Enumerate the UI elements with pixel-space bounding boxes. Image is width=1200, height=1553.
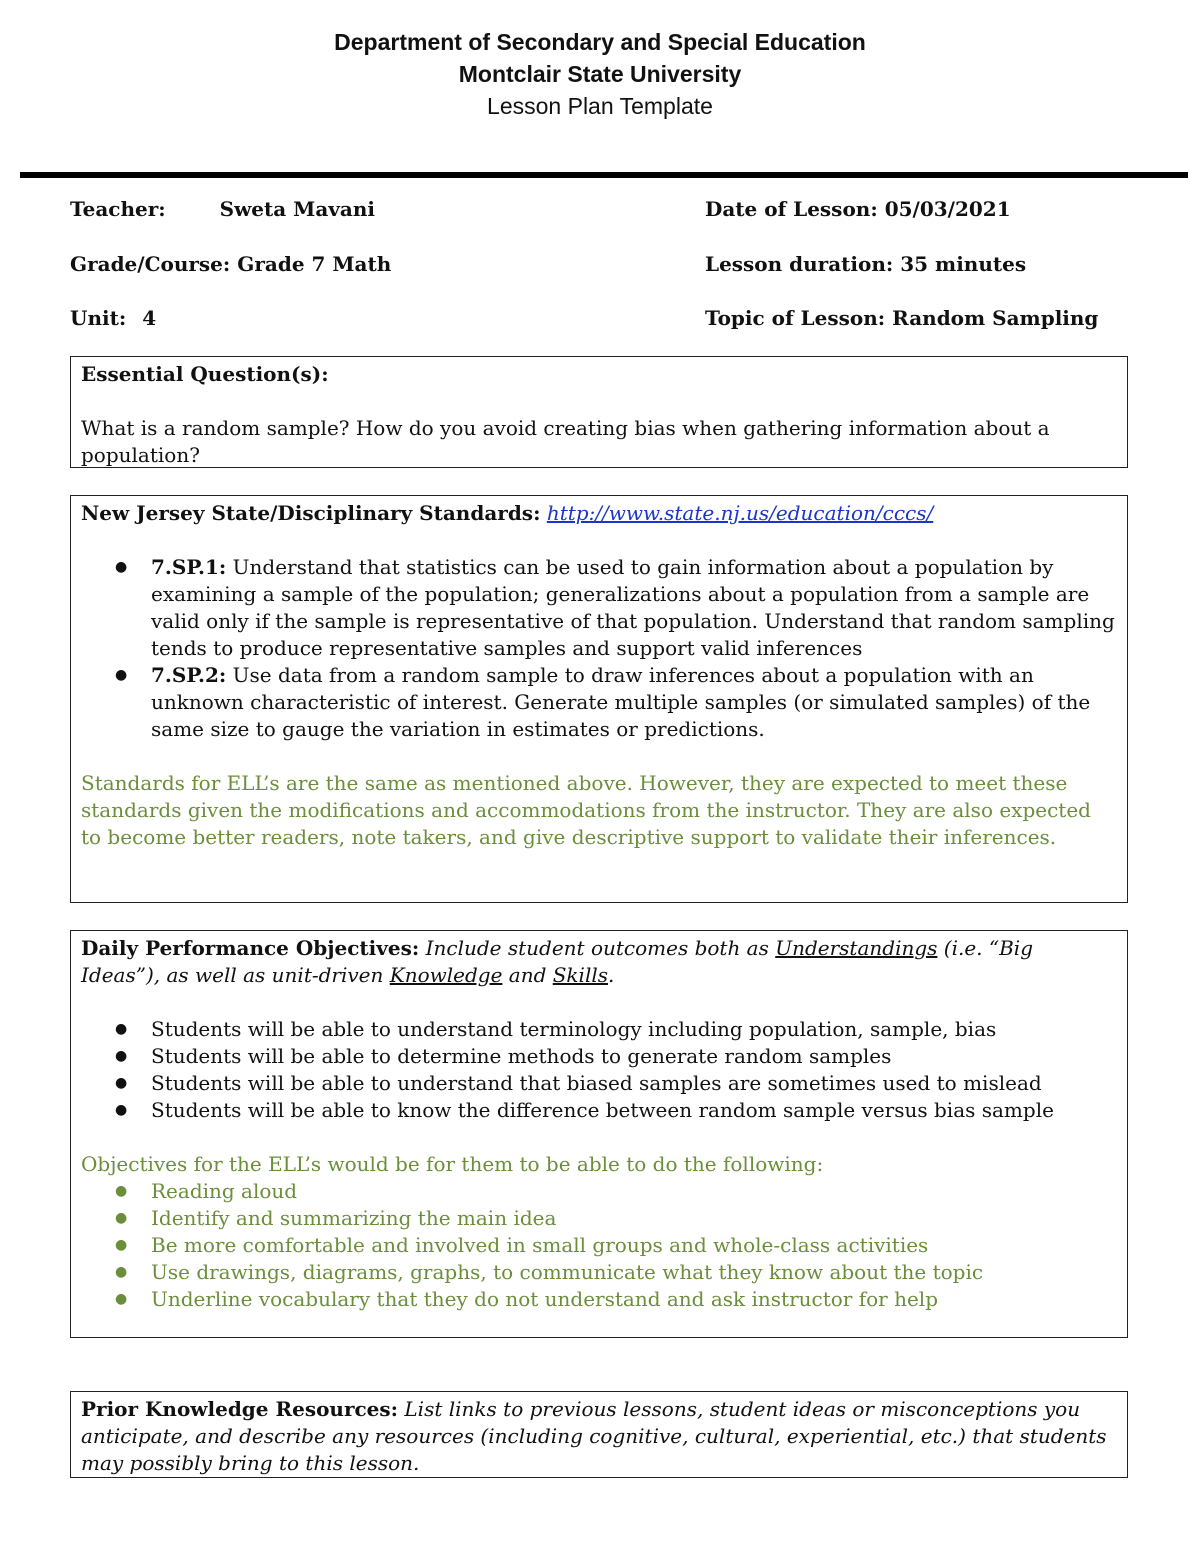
standards-label: New Jersey State/Disciplinary Standards: (81, 501, 541, 525)
objective-item: ● Students will be able to understand that biased samples are sometimes used to mislead (81, 1070, 1117, 1097)
essential-question-box (70, 356, 1128, 468)
objectives-intro-text: (i.e. “Big Ideas”), as well as unit-driven (81, 936, 1034, 987)
ell-objectives-intro: Objectives for the ELL’s would be for them to be able to do the following: (81, 1152, 824, 1176)
standard-item (81, 662, 1117, 743)
grade-label: Grade/Course: (70, 252, 231, 276)
date-value: 05/03/2021 (884, 197, 1011, 221)
unit-label: Unit: (70, 306, 127, 330)
understandings-term: Understandings (775, 936, 938, 960)
teacher-label: Teacher: (70, 197, 166, 221)
duration-value: 35 minutes (900, 252, 1027, 276)
unit-line (70, 306, 156, 330)
standard-code: 7.SP.2: (151, 663, 227, 687)
essential-question-label: Essential Question(s): (81, 362, 329, 386)
objectives-intro (81, 935, 1117, 989)
date-line (705, 197, 1011, 221)
unit-value: 4 (142, 306, 157, 330)
knowledge-term: Knowledge (389, 963, 503, 987)
skills-term: Skills (552, 963, 609, 987)
objectives-label: Daily Performance Objectives: (81, 936, 420, 960)
objectives-intro-text: and (502, 963, 553, 987)
objective-item: ● Students will be able to know the difference between random sample versus bias sample (81, 1097, 1117, 1124)
standard-code: 7.SP.1: (151, 555, 227, 579)
essential-question-text: What is a random sample? How do you avoid creating bias when gathering information about a population? (81, 416, 1050, 467)
university-name: Montclair State University (458, 61, 742, 87)
ell-objectives-list (81, 1178, 1117, 1313)
prior-knowledge-box (70, 1391, 1128, 1478)
grade-line (70, 252, 391, 276)
ell-objective-item: ● Be more comfortable and involved in small groups and whole-class activities (81, 1232, 1117, 1259)
header-divider (20, 172, 1188, 178)
department-name: Department of Secondary and Special Education (334, 29, 866, 55)
standard-text: Use data from a random sample to draw inferences about a population with an unknown characteristic of interest. Generate multiple samples (or simulated samples) of the same size to gauge the variation in estimates or predictions. (151, 663, 1091, 741)
standards-box (70, 495, 1128, 903)
prior-knowledge-label: Prior Knowledge Resources: (81, 1397, 399, 1421)
objectives-intro-text: Include student outcomes both as (419, 936, 776, 960)
standards-list (81, 554, 1117, 743)
objective-item: ● Students will be able to determine methods to generate random samples (81, 1043, 1117, 1070)
topic-value: Random Sampling (892, 306, 1099, 330)
ell-objective-item: ● Identify and summarizing the main idea (81, 1205, 1117, 1232)
objective-item: ● Students will be able to understand terminology including population, sample, bias (81, 1016, 1117, 1043)
standards-link[interactable]: http://www.state.nj.us/education/cccs/ (546, 501, 934, 525)
objectives-list (81, 1016, 1117, 1124)
document-header (0, 26, 1200, 122)
date-label: Date of Lesson: (705, 197, 878, 221)
teacher-value: Sweta Mavani (219, 197, 376, 221)
document-title: Lesson Plan Template (487, 93, 713, 119)
ell-standards-note: Standards for ELL’s are the same as mentioned above. However, they are expected to meet these standards given the modifications and accommodations from the instructor. They are also expected to become better readers, note takers, and give descriptive support to validate their inferences. (81, 771, 1091, 849)
teacher-line (70, 197, 375, 221)
standard-text: Understand that statistics can be used to gain information about a population by examining a sample of the population; generalizations about a population from a sample are valid only if the sample is representative of that population. Understand that random sampling tends to produce representative samples and support valid inferences (151, 555, 1115, 660)
topic-line (705, 306, 1098, 330)
objectives-box (70, 930, 1128, 1338)
ell-objective-item: ● Underline vocabulary that they do not understand and ask instructor for help (81, 1286, 1117, 1313)
objectives-intro-text: . (608, 963, 615, 987)
duration-line (705, 252, 1026, 276)
standard-item (81, 554, 1117, 662)
topic-label: Topic of Lesson: (705, 306, 886, 330)
prior-knowledge-text: List links to previous lessons, student ideas or misconceptions you anticipate, and describe any resources (including cognitive, cultural, experiential, etc.) that students may possibly bring to this lesson. (81, 1397, 1107, 1475)
grade-value: Grade 7 Math (237, 252, 392, 276)
duration-label: Lesson duration: (705, 252, 894, 276)
ell-objective-item: ● Use drawings, diagrams, graphs, to communicate what they know about the topic (81, 1259, 1117, 1286)
ell-objective-item: ● Reading aloud (81, 1178, 1117, 1205)
